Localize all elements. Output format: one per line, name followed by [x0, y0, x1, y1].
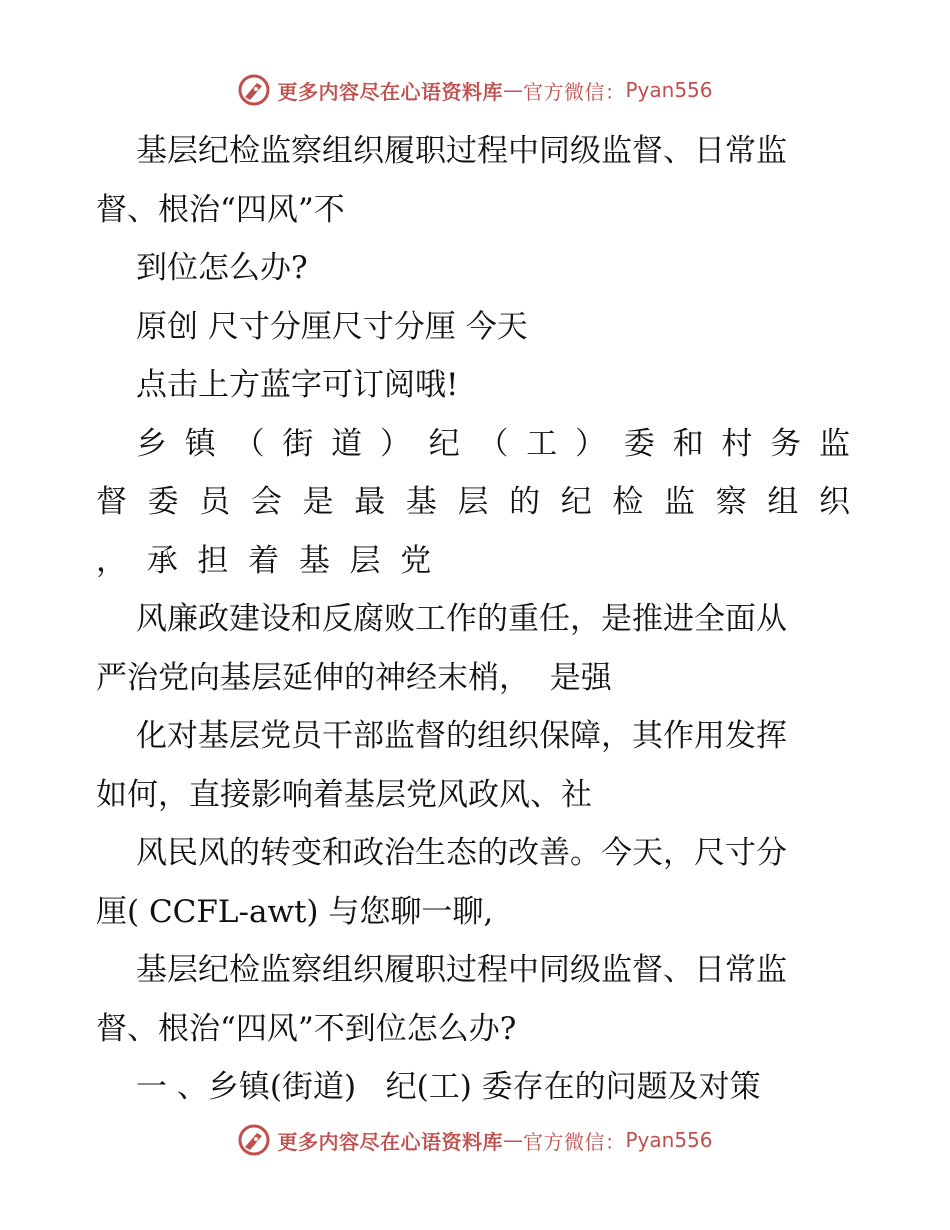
- banner-wechat-label: 官方微信：: [522, 79, 626, 104]
- banner-wechat-label: 官方微信：: [522, 1129, 626, 1154]
- text-line-6: [96, 415, 856, 474]
- text-line-15: 基层纪检监察组织履职过程中同级监督、日常监: [136, 952, 787, 988]
- text-line-7: [96, 473, 856, 532]
- text-line-9: 风廉政建设和反腐败工作的重任，是推进全面从: [136, 601, 787, 637]
- text-char: 会: [250, 484, 282, 520]
- text-char: 镇: [184, 425, 216, 462]
- text-char: 织: [818, 484, 850, 520]
- banner-brand-text: 更多内容尽在心语资料库: [277, 79, 503, 104]
- text-char: 务: [770, 425, 802, 462]
- text-line-3: 到位怎么办?: [136, 250, 308, 286]
- text-line-4: 原创 尺寸分厘尺寸分厘 今天: [136, 308, 528, 345]
- text-char: 监: [818, 425, 850, 462]
- text-char: （: [477, 425, 509, 462]
- text-char: 委: [623, 425, 655, 462]
- text-line-10: 严治党向基层延伸的神经末梢， 是强: [96, 659, 612, 696]
- text-line-8: ， 承 担 着 基 层 党: [96, 542, 432, 579]
- banner-separator: —: [502, 1128, 523, 1152]
- text-char: 员: [199, 484, 231, 520]
- text-char: 委: [147, 484, 179, 520]
- text-line-5: 点击上方蓝字可订阅哦!: [136, 367, 459, 403]
- text-line-11: 化对基层党员干部监督的组织保障，其作用发挥: [136, 718, 787, 754]
- text-char: 和: [672, 425, 704, 462]
- text-line-16: 督、根治“四风”不到位怎么办?: [96, 1010, 517, 1047]
- text-line-1: 基层纪检监察组织履职过程中同级监督、日常监: [136, 133, 787, 169]
- banner-separator: —: [502, 78, 523, 102]
- text-char: 是: [302, 484, 334, 520]
- text-char: 组: [767, 484, 799, 520]
- text-line-14: 厘( CCFL-awt) 与您聊一聊,: [96, 893, 494, 930]
- text-line-17: 一 、乡镇(街道) 纪(工) 委存在的问题及对策: [136, 1069, 761, 1105]
- text-char: ）: [379, 425, 411, 462]
- header-watermark-banner: [0, 70, 950, 110]
- text-char: 街: [282, 425, 314, 462]
- text-char: （: [233, 425, 265, 462]
- text-char: ）: [575, 425, 607, 462]
- text-char: 最: [354, 484, 386, 520]
- text-char: 纪: [428, 425, 460, 462]
- text-char: 监: [664, 484, 696, 520]
- text-char: 村: [721, 425, 753, 462]
- text-char: 乡: [136, 425, 167, 462]
- text-line-12: 如何，直接影响着基层党风政风、社: [96, 776, 592, 813]
- footer-watermark-banner: [0, 1120, 950, 1160]
- banner-wechat-id: Pyan556: [625, 1128, 713, 1152]
- text-char: 检: [612, 484, 644, 520]
- pen-nib-circle-icon: [237, 73, 271, 107]
- text-char: 的: [509, 484, 541, 520]
- banner-brand-text: 更多内容尽在心语资料库: [277, 1129, 503, 1154]
- text-line-2: 督、根治“四风”不: [96, 191, 345, 228]
- banner-wechat-id: Pyan556: [625, 78, 713, 102]
- text-line-13: 风民风的转变和政治生态的改善。今天，尺寸分: [136, 835, 787, 871]
- text-char: 工: [526, 425, 558, 462]
- text-char: 层: [457, 484, 489, 520]
- pen-nib-circle-icon: [237, 1123, 271, 1157]
- document-body: [96, 122, 856, 1117]
- text-char: 基: [405, 484, 437, 520]
- text-char: 道: [331, 425, 363, 462]
- text-char: 督: [96, 484, 127, 520]
- text-char: 纪: [560, 484, 592, 520]
- text-char: 察: [715, 484, 747, 520]
